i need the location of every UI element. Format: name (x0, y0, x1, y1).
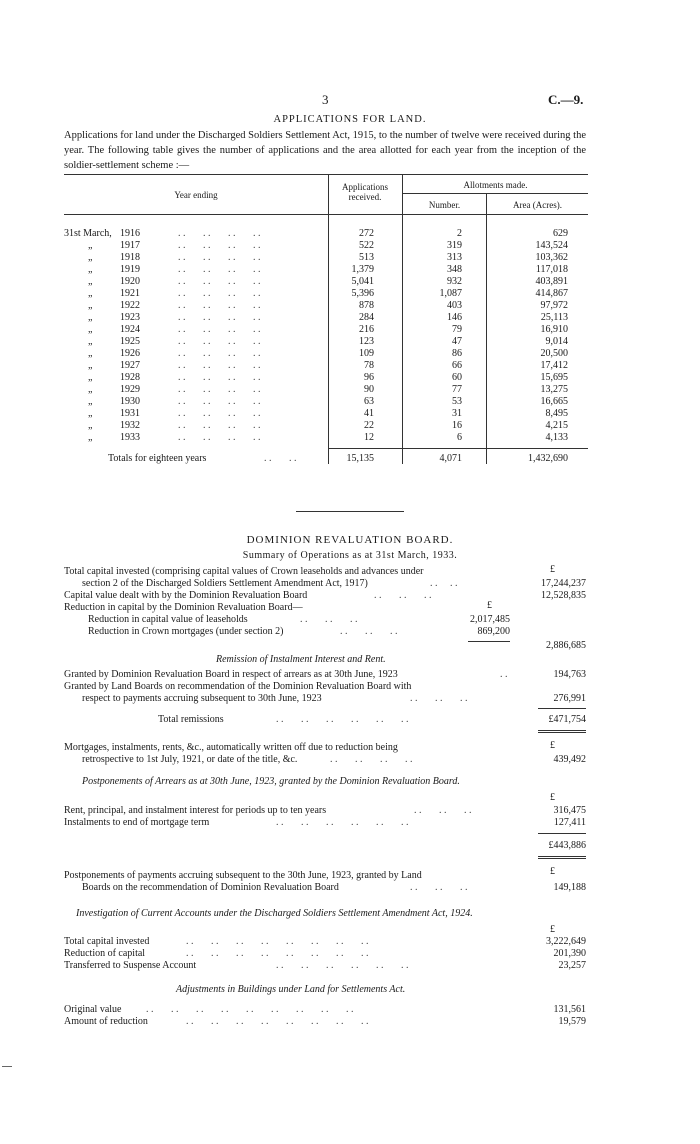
line-reduction-capital: Reduction in capital by the Dominion Revaluation Board— (64, 602, 303, 613)
line-reduction-of-capital: Reduction of capital (64, 948, 146, 959)
table-header-rule (64, 214, 588, 215)
applications-title: APPLICATIONS FOR LAND. (273, 114, 427, 125)
pound-sign: £ (550, 924, 555, 935)
table-row: „ 1922 . . . . . . . . 878 403 97,972 (88, 300, 568, 311)
remission-land-boards-amount: 276,991 (553, 693, 586, 704)
table-row: „ 1917 . . . . . . . . 522 319 143,524 (88, 240, 568, 251)
double-rule-2 (538, 732, 586, 733)
total-capital-amount: 17,244,237 (541, 578, 586, 589)
col-header-number: Number. (428, 200, 461, 210)
rent-principal-amount: 316,475 (553, 805, 586, 816)
line-instalments-end: Instalments to end of mortgage term (64, 817, 210, 828)
table-allotments-rule (403, 193, 588, 194)
col-header-area: Area (Acres). (513, 200, 562, 210)
pound-sign: £ (550, 564, 555, 575)
double-rule-1 (538, 730, 586, 731)
table-row: „ 1928 . . . . . . . . 96 60 15,695 (88, 372, 568, 383)
line-total-capital-b: section 2 of the Discharged Soldiers Settlement Amendment Act, 1917) (82, 578, 368, 589)
original-value-amount: 131,561 (553, 1004, 586, 1015)
line-suspense-account: Transferred to Suspense Account (64, 960, 197, 971)
margin-mark (2, 1066, 12, 1067)
line-rent-principal: Rent, principal, and instalment interest for periods up to ten years (64, 805, 327, 816)
table-row: „ 1918 . . . . . . . . 513 313 103,362 (88, 252, 568, 263)
reduction-leaseholds-amount: 2,017,485 (470, 614, 510, 625)
line-written-off-a: Mortgages, instalments, rents, &c., automatically written off due to reduction being (64, 742, 398, 753)
table-row: „ 1925 . . . . . . . . 123 47 9,014 (88, 336, 568, 347)
line-written-off-b: retrospective to 1st July, 1921, or date of the title, &c. (82, 754, 298, 765)
table-row: „ 1924 . . . . . . . . 216 79 16,910 (88, 324, 568, 335)
table-row: „ 1926 . . . . . . . . 109 86 20,500 (88, 348, 568, 359)
double-rule-4 (538, 858, 586, 859)
col-header-allotments: Allotments made. (463, 180, 528, 190)
subtotal-rule (468, 641, 510, 642)
suspense-account-amount: 23,257 (558, 960, 586, 971)
table-row: 31st March, 1916 . . . . . . . . 272 2 629 (64, 228, 568, 239)
applications-intro: Applications for land under the Discharged Soldiers Settlement Act, 1915, to the number of twelve were received during the year. The following table gives the number of applications and the area allotted for each year from the inception of the soldier-settlement scheme :— (64, 130, 586, 171)
totals-area: 1,432,690 (528, 453, 568, 464)
line-capital-dealt: Capital value dealt with by the Dominion Revaluation Board (64, 590, 308, 601)
table-row: „ 1931 . . . . . . . . 41 31 8,495 (88, 408, 568, 419)
postponement-total-amount: £443,886 (548, 840, 586, 851)
amount-of-reduction-amount: 19,579 (558, 1016, 586, 1027)
col-header-applications: Applications received. (342, 182, 388, 202)
table-row: „ 1932 . . . . . . . . 22 16 4,215 (88, 420, 568, 431)
section-separator (296, 511, 404, 512)
postpone-rule (538, 833, 586, 834)
pound-sign: £ (550, 740, 555, 751)
total-remissions-label: Total remissions (158, 714, 224, 725)
total-invested-amount: 3,222,649 (546, 936, 586, 947)
line-remission-land-boards-a: Granted by Land Boards on recommendation of the Dominion Revaluation Board with (64, 681, 412, 692)
double-rule-3 (538, 856, 586, 857)
table-row: „ 1921 . . . . . . . . 5,396 1,087 414,867 (88, 288, 568, 299)
investigation-heading: Investigation of Current Accounts under the Discharged Soldiers Settlement Amendment Act, 1924. (76, 908, 473, 919)
postponement-heading: Postponements of Arrears as at 30th June, 1923, granted by the Dominion Revaluation Board. (82, 776, 460, 787)
reduction-total-amount: 2,886,685 (546, 640, 586, 651)
pound-sign: £ (550, 792, 555, 803)
table-row: „ 1930 . . . . . . . . 63 53 16,665 (88, 396, 568, 407)
capital-dealt-amount: 12,528,835 (541, 590, 586, 601)
line-remission-land-boards-b: respect to payments accruing subsequent to 30th June, 1923 (82, 693, 322, 704)
table-row: „ 1933 . . . . . . . . 12 6 4,133 (88, 432, 568, 443)
table-row: „ 1927 . . . . . . . . 78 66 17,412 (88, 360, 568, 371)
totals-rule (328, 448, 588, 449)
line-remission-arrears: Granted by Dominion Revaluation Board in respect of arrears as at 30th June, 1923 (64, 669, 398, 680)
line-reduction-mortgages: Reduction in Crown mortgages (under section 2) (88, 626, 284, 637)
line-reduction-leaseholds: Reduction in capital value of leaseholds (88, 614, 248, 625)
totals-applications: 15,135 (346, 453, 374, 464)
remission-rule (538, 708, 586, 709)
line-subsequent-b: Boards on the recommendation of Dominion Revaluation Board (82, 882, 339, 893)
revaluation-title: DOMINION REVALUATION BOARD. (246, 534, 454, 546)
col-header-year: Year ending (174, 190, 218, 200)
table-row: „ 1920 . . . . . . . . 5,041 932 403,891 (88, 276, 568, 287)
table-top-rule (64, 174, 588, 175)
totals-number: 4,071 (439, 453, 462, 464)
written-off-amount: 439,492 (553, 754, 586, 765)
pound-sign: £ (487, 600, 492, 611)
remission-arrears-amount: 194,763 (553, 669, 586, 680)
adjustments-heading: Adjustments in Buildings under Land for Settlements Act. (176, 984, 406, 995)
table-row: „ 1923 . . . . . . . . 284 146 25,113 (88, 312, 568, 323)
pound-sign: £ (550, 866, 555, 877)
line-subsequent-a: Postponements of payments accruing subsequent to the 30th June, 1923, granted by Land (64, 870, 422, 881)
document-reference: C.—9. (548, 92, 584, 107)
page-number: 3 (322, 92, 329, 107)
table-totals-row: Totals for eighteen years . . . . 15,135 4,071 1,432,690 (108, 453, 568, 464)
reduction-of-capital-amount: 201,390 (553, 948, 586, 959)
totals-label: Totals for eighteen years (108, 453, 207, 464)
reduction-mortgages-amount: 869,200 (477, 626, 510, 637)
line-total-invested: Total capital invested (64, 936, 150, 947)
instalments-end-amount: 127,411 (553, 817, 586, 828)
line-total-capital-a: Total capital invested (comprising capital values of Crown leaseholds and advances under (64, 566, 424, 577)
line-original-value: Original value (64, 1004, 122, 1015)
remission-heading: Remission of Instalment Interest and Rent. (216, 654, 386, 665)
line-amount-of-reduction: Amount of reduction (64, 1016, 148, 1027)
revaluation-subtitle: Summary of Operations as at 31st March, 1933. (242, 550, 458, 561)
subsequent-amount: 149,188 (553, 882, 586, 893)
table-row: „ 1919 . . . . . . . . 1,379 348 117,018 (88, 264, 568, 275)
total-remissions-amount: £471,754 (548, 714, 586, 725)
table-row: „ 1929 . . . . . . . . 90 77 13,275 (88, 384, 568, 395)
